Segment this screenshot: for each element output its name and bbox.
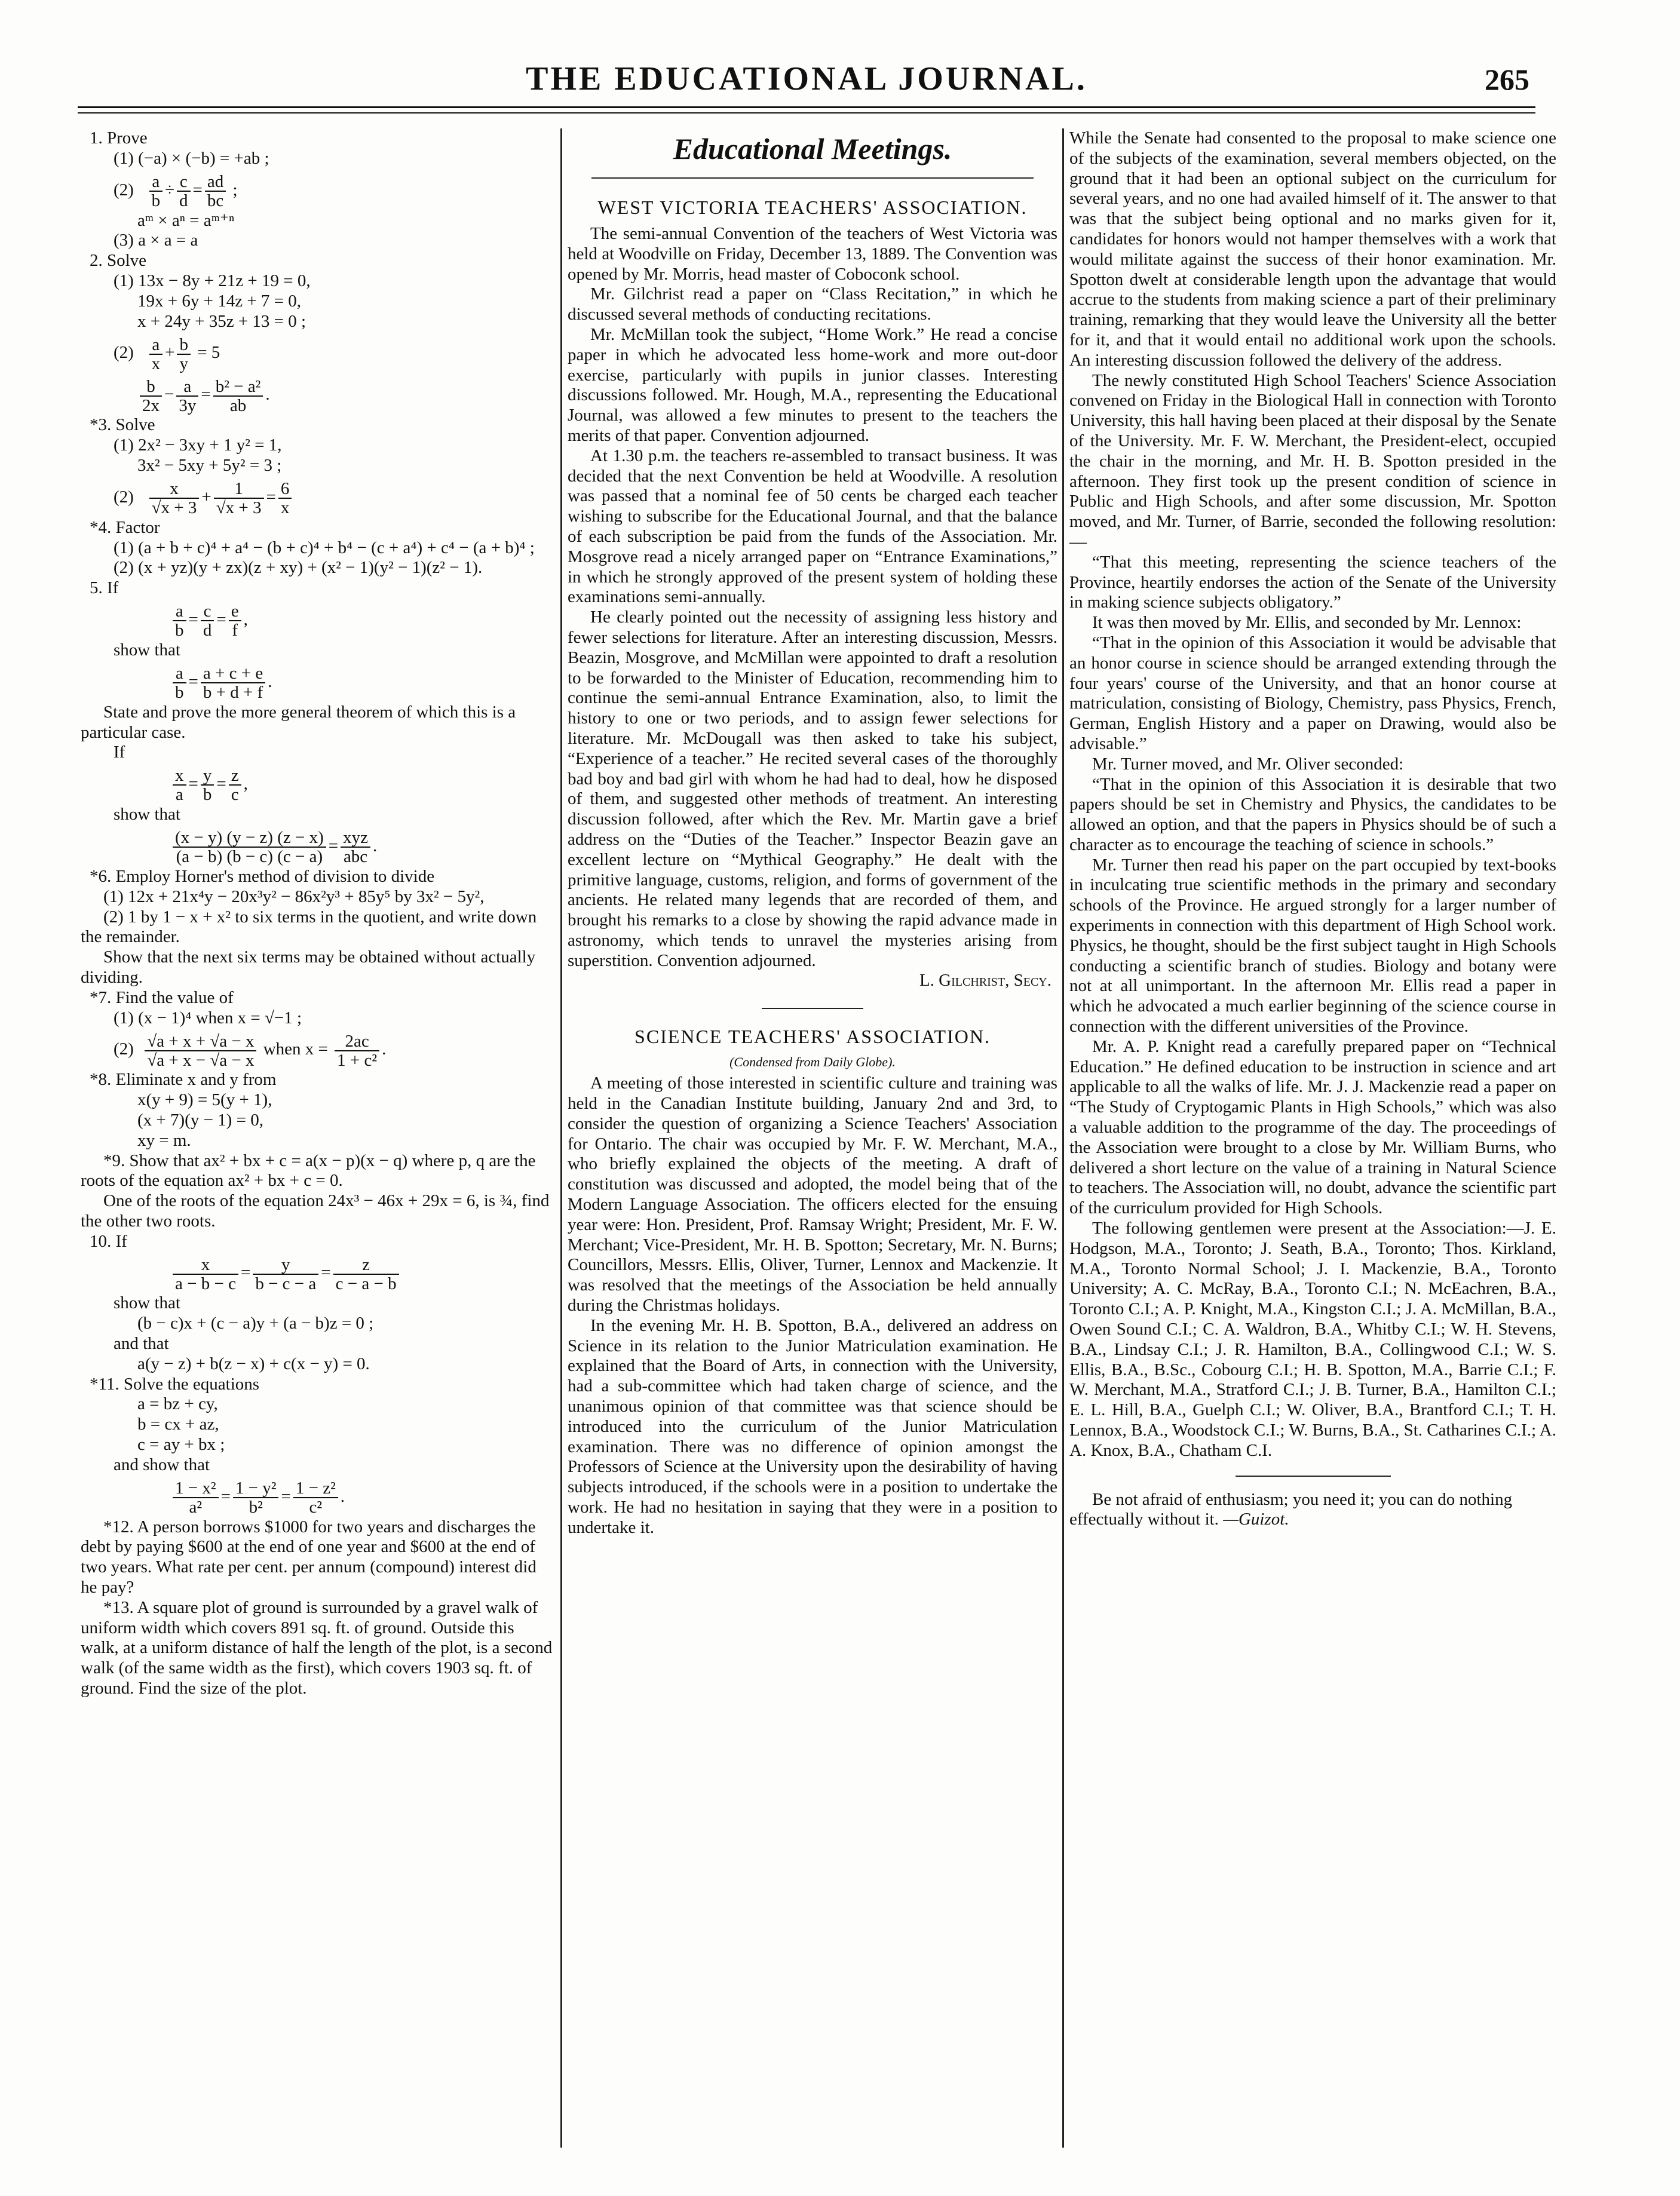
- question-3-eq-1: (1) 2x² − 3xy + 1 y² = 1,: [114, 435, 282, 455]
- numerator: ad: [205, 173, 226, 192]
- denominator: c²: [309, 1498, 323, 1517]
- fraction: [201, 664, 265, 701]
- closing-quote: [1069, 1490, 1556, 1531]
- question-1-part-3: (3) a × a = a: [114, 231, 198, 250]
- question-5-equation: $\frac{a}{b}$ = $\frac{c}{d}$ = $\frac{e}{f}$ ,: [81, 599, 556, 640]
- article-separator: [1236, 1476, 1391, 1477]
- fraction: [173, 829, 326, 866]
- part-label: (2): [114, 180, 134, 200]
- quote-author: —Guizot.: [1223, 1510, 1289, 1529]
- numerator: x: [149, 480, 200, 499]
- header-rule-thin: [78, 112, 1535, 114]
- column-divider: [1062, 128, 1064, 2148]
- punctuation: ;: [232, 180, 238, 200]
- fraction: [173, 766, 186, 803]
- denominator: abc: [343, 847, 368, 867]
- numerator: 1 − x²: [173, 1479, 219, 1498]
- section-rule: [591, 177, 1034, 179]
- denominator: bc: [207, 191, 224, 210]
- denominator: c: [231, 785, 239, 805]
- fraction: [149, 480, 200, 517]
- question-3-eq-2: 3x² − 5xy + 5y² = 3 ;: [137, 455, 282, 475]
- fraction: [149, 336, 163, 373]
- article-paragraph: The newly constituted High School Teachers' Science Association convened on Friday in the Biological Hall in connection with Toronto University, this hall having been placed at their disposal by the Senate of the University. Mr. F. W. Merchant, the President-elect, occupied the chair in the morning, and Mr. H. B. Spotton presided in the afternoon. They first took up the present condition of science in Public and High Schools, and after some discussion, Mr. Spotton moved, and Mr. Turner, of Barrie, seconded the following resolution:—: [1069, 370, 1556, 551]
- fraction: [177, 173, 191, 210]
- numerator: a: [149, 336, 163, 355]
- article-paragraph: In the evening Mr. H. B. Spotton, B.A., delivered an address on Science in its relation to the Junior Matriculation examination. He explained that the Board of Arts, in connection with the University, had a sub-committee which had taken charge of science, and the unanimous opinion of that committee was that science should be introduced into the curriculum of the Junior Matriculation examination. There was no difference of opinion amongst the Professors of Science at the University upon the desirability of having subjects introduced, if the schools were in a position to undertake the work. He had no hesitation in saying that they were in a position to undertake it.: [568, 1315, 1057, 1537]
- question-11-eq-1: a = bz + cy,: [137, 1394, 218, 1414]
- fraction: [278, 480, 292, 517]
- question-6-part-3: Show that the next six terms may be obtained without actually dividing.: [81, 947, 536, 987]
- numerator: x: [173, 1256, 238, 1275]
- numerator: a: [173, 602, 186, 621]
- math-questions-column: [81, 128, 556, 1699]
- numerator: 1: [214, 480, 264, 499]
- question-5-result-2: $\frac{(x - y) (y - z) (z - x)}{(a - b) (b - c) (c - a)}$ = $\frac{\text{xyz}}{\text{abc}}$ .: [81, 825, 556, 867]
- quote-text: Be not afraid of enthusiasm; you need it; you can do nothing effectually without it.: [1069, 1489, 1513, 1529]
- question-1-part-1: (1) (−a) × (−b) = +ab ;: [114, 148, 269, 168]
- fraction: [229, 602, 241, 639]
- question-11-eq-2: b = cx + az,: [137, 1415, 219, 1434]
- fraction: [214, 480, 264, 517]
- numerator: b: [140, 378, 162, 397]
- denominator: y: [179, 354, 188, 373]
- denominator: 3y: [179, 395, 197, 415]
- question-11-heading: *11. Solve the equations: [90, 1374, 260, 1394]
- question-2-part-2b: $\frac{b}{2x}$ − $\frac{a}{3y}$ = $\frac{\text{b² − a²}}{ab}$ .: [81, 373, 556, 415]
- article-paragraph: It was then moved by Mr. Ellis, and seconded by Mr. Lennox:: [1092, 613, 1522, 633]
- question-4-heading: *4. Factor: [90, 517, 160, 537]
- article-paragraph: Mr. Turner moved, and Mr. Oliver seconded:: [1092, 754, 1404, 774]
- question-10-result-1: (b − c)x + (c − a)y + (a − b)z = 0 ;: [137, 1314, 374, 1333]
- denominator: 2x: [142, 395, 160, 415]
- fraction: [213, 378, 263, 415]
- question-12-text: *12. A person borrows $1000 for two years and discharges the debt by paying $600 at the end of one year and $600 at the end of two years. What rate per cent. per annum (compound) interest did he pay?: [81, 1517, 537, 1597]
- numerator: 1 − z²: [293, 1479, 338, 1498]
- denominator: √x + 3: [151, 498, 197, 518]
- fraction: [145, 1032, 256, 1069]
- fraction: [173, 602, 186, 639]
- denominator: d: [203, 621, 212, 640]
- resolution-quote: “That in the opinion of this Association it is desirable that two papers should be set in Chemistry and Physics, the candidates to be allowed an option, and that the papers in Physics should be of such a character as to encourage the teaching of science in schools.”: [1069, 774, 1556, 854]
- west-victoria-heading: WEST VICTORIA TEACHERS' ASSOCIATION.: [597, 197, 1028, 218]
- numerator: b² − a²: [213, 378, 263, 397]
- numerator: z: [229, 766, 241, 786]
- masthead: [78, 55, 1535, 109]
- question-9-text: *9. Show that ax² + bx + c = a(x − p)(x − q) where p, q are the roots of the equation ax² + bx + c = 0.: [81, 1151, 536, 1191]
- question-9-text-2: One of the roots of the equation 24x³ − 46x + 29x = 6, is ¾, find the other two roots.: [81, 1191, 550, 1231]
- denominator: b: [175, 683, 184, 703]
- question-2-eq-1: (1) 13x − 8y + 21z + 19 = 0,: [114, 271, 311, 290]
- question-6-part-2: (2) 1 by 1 − x + x² to six terms in the quotient, and write down the remainder.: [81, 907, 537, 947]
- question-1-part-2: (2) $\frac{a}{b}$ ÷ $\frac{c}{d}$ = $\frac{ad}{bc}$ ;: [114, 171, 238, 210]
- numerator: (x − y) (y − z) (z − x): [173, 829, 326, 848]
- question-11-eq-3: c = ay + bx ;: [137, 1435, 225, 1455]
- numerator: 2ac: [335, 1032, 379, 1051]
- fraction: [205, 173, 226, 210]
- numerator: y: [253, 1256, 318, 1275]
- question-3-part-2: (2) $\frac{x}{√x + 3}$ + $\frac{1}{√x + 3}$ = $\frac{6}{x}$: [81, 476, 556, 518]
- question-2-heading: 2. Solve: [90, 251, 147, 271]
- question-13-text: *13. A square plot of ground is surrounded by a gravel walk of uniform width which covers 891 sq. ft. of ground. Outside this walk, at a uniform distance of half the length of the plot, is a second walk (of the same width as the first), which covers 1903 sq. ft. of ground. Find the size of the plot.: [81, 1597, 553, 1698]
- numerator: 6: [278, 480, 292, 499]
- denominator: (a − b) (b − c) (c − a): [176, 847, 323, 867]
- question-7-heading: *7. Find the value of: [90, 987, 234, 1007]
- denominator: x: [151, 354, 161, 373]
- numerator: xyz: [341, 829, 370, 848]
- article-paragraph: At 1.30 p.m. the teachers re-assembled to transact business. It was decided that the next Convention be held at Woodville. A resolution was passed that a nominal fee of 50 cents be charged each teacher wishing to subscribe for the Educational Journal, and that the balance of each subscription be paid from the funds of the Association. Mr. Mosgrove read a nicely arranged paper on “Entrance Examinations,” in which he strongly approved of the present system of holding these examinations semi-annually.: [568, 446, 1057, 607]
- condition-label: when x =: [263, 1039, 328, 1059]
- fraction: [335, 1032, 379, 1069]
- secretary-signature: L. Gilchrist, Secy.: [919, 971, 1051, 990]
- article-paragraph: Mr. McMillan took the subject, “Home Work.” He read a concise paper in which he advocated less home-work and more out-door exercise, particularly with pupils in junior classes. Interesting discussions followed. Mr. Hough, M.A., representing the Educational Journal, was allowed a few minutes to present to the teachers the merits of that paper. Convention adjourned.: [568, 324, 1057, 445]
- article-separator: [762, 1008, 863, 1009]
- question-10-result-2: a(y − z) + b(z − x) + c(x − y) = 0.: [137, 1354, 370, 1373]
- article-paragraph: Mr. Gilchrist read a paper on “Class Recitation,” in which he discussed several methods of conducting recitations.: [568, 284, 1057, 324]
- article-paragraph: While the Senate had consented to the proposal to make science one of the subjects of the examination, several members objected, on the ground that it had been an optional subject on the curriculum for several years, and no one had availed himself of it. The answer to that was that the subject being optional and no marks given for it, candidates for honors would not hamper themselves with a work that would militate against the success of their honor examination. Mr. Spotton dwelt at considerable length upon the advantage that would accrue to the students from making science a part of their preliminary training, remarking that they would leave the University all the better for it, and that it would entail no additional work upon the schools. An interesting discussion followed the delivery of the address.: [1069, 128, 1556, 370]
- resolution-quote: “That in the opinion of this Association it would be advisable that an honor course in science should be arranged extending through the four years' course of the University, and that an honor course at matriculation, consisting of Biology, Chemistry, pass Physics, French, German, English History and a paper on Drawing, would also be advisable.”: [1069, 633, 1556, 753]
- question-10-equation: $\frac{x}{a - b - c}$ = $\frac{y}{b - c - a}$ = $\frac{z}{c - a - b}$: [81, 1252, 556, 1293]
- show-that-label: show that: [114, 1293, 180, 1313]
- equation-rhs: = 5: [197, 343, 220, 363]
- denominator: b + d + f: [203, 683, 263, 703]
- numerator: z: [333, 1256, 399, 1275]
- question-5-if: If: [114, 743, 125, 762]
- question-1-part-2b: aᵐ × aⁿ = aᵐ⁺ⁿ: [137, 210, 235, 230]
- question-11-result: $\frac{\text{1 − x²}}{\text{a²}}$ = $\frac{\text{1 − y²}}{\text{b²}}$ = $\frac{\text{1 − z²}}{\text{c²}}$ .: [81, 1476, 556, 1517]
- denominator: b: [175, 621, 184, 640]
- numerator: b: [177, 336, 191, 355]
- question-6-part-1: (1) 12x + 21x⁴y − 20x³y² − 86x²y³ + 85y⁵ by 3x² − 5y²,: [103, 887, 485, 906]
- question-4-part-2: (2) (x + yz)(y + zx)(z + xy) + (x² − 1)(y² − 1)(z² − 1).: [114, 558, 483, 578]
- and-that-label: and that: [114, 1334, 169, 1354]
- denominator: x: [280, 498, 290, 518]
- section-title: Educational Meetings.: [673, 132, 952, 165]
- denominator: f: [232, 621, 238, 640]
- question-8-eq-2: (x + 7)(y − 1) = 0,: [137, 1110, 263, 1130]
- science-teachers-heading: SCIENCE TEACHERS' ASSOCIATION.: [634, 1026, 991, 1048]
- question-8-heading: *8. Eliminate x and y from: [90, 1070, 277, 1090]
- question-1-heading: 1. Prove: [90, 128, 148, 148]
- meetings-column: [568, 128, 1057, 1538]
- question-7-part-1: (1) (x − 1)⁴ when x = √−1 ;: [114, 1008, 302, 1028]
- attendees-paragraph: The following gentlemen were present at the Association:—J. E. Hodgson, M.A., Toronto; J. Seath, B.A., Toronto; Thos. Kirkland, M.A., Toronto Normal School; J. I. Mackenzie, B.A., Toronto University; A. C. McRay, B.A., Toronto C.I.; N. McEachren, B.A., Toronto C.I.; A. P. Knight, M.A., Kingston C.I.; J. A. McMillan, B.A., Owen Sound C.I.; C. A. Waldron, B.A., Whitby C.I.; W. H. Stevens, B.A., Lindsay C.I.; J. R. Hamilton, B.A., Collingwood C.I.; W. S. Ellis, B.A., B.Sc., Cobourg C.I.; H. B. Spotton, M.A., Barrie C.I.; F. W. Merchant, M.A., Stratford C.I.; J. B. Turner, B.A., Hamilton C.I.; E. L. Hill, B.A., Guelph C.I.; W. Oliver, B.A., Brantford C.I.; T. H. Lennox, B.A., Woodstock C.I.; W. Burns, B.A., St. Catharines C.I.; A. A. Knox, B.A., Chatham C.I.: [1069, 1219, 1556, 1460]
- numerator: c: [177, 173, 191, 192]
- numerator: y: [201, 766, 214, 786]
- show-that-label: show that: [114, 805, 180, 824]
- denominator: a − b − c: [175, 1274, 236, 1293]
- numerator: a: [149, 173, 163, 192]
- numerator: c: [201, 602, 214, 621]
- fraction: [333, 1256, 399, 1293]
- part-label: (2): [114, 1039, 134, 1059]
- resolution-quote: “That this meeting, representing the science teachers of the Province, heartily endorses the action of the Senate of the University in making science subjects obligatory.”: [1069, 552, 1556, 612]
- fraction: [293, 1479, 338, 1516]
- fraction: [341, 829, 370, 866]
- question-5-heading: 5. If: [90, 578, 119, 598]
- fraction: [176, 378, 198, 415]
- question-5-text: State and prove the more general theorem of which this is a particular case.: [81, 702, 516, 742]
- numerator: a: [173, 664, 186, 683]
- denominator: b²: [249, 1498, 263, 1517]
- denominator: b: [203, 785, 212, 805]
- question-5-equation-2: $\frac{x}{a}$ = $\frac{y}{b}$ = $\frac{z}{c}$ ,: [81, 763, 556, 805]
- fraction: [149, 173, 163, 210]
- fraction: [201, 766, 214, 803]
- article-paragraph: The semi-annual Convention of the teachers of West Victoria was held at Woodville on Friday, December 13, 1889. The Convention was opened by Mr. Morris, head master of Coboconk school.: [568, 224, 1057, 284]
- numerator: 1 − y²: [233, 1479, 279, 1498]
- question-2-eq-3: x + 24y + 35z + 13 = 0 ;: [137, 311, 306, 331]
- article-paragraph: A meeting of those interested in scientific culture and training was held in the Canadian Institute building, January 2nd and 3rd, to consider the question of organizing a Science Teachers' Association for Ontario. The chair was occupied by Mr. F. W. Merchant, M.A., who briefly explained the objects of the meeting. A draft of constitution was discussed and adopted, the model being that of the Modern Language Association. The officers elected for the ensuing year were: Hon. President, Prof. Ramsay Wright; President, Mr. F. W. Merchant; Vice-President, Mr. H. B. Spotton; Secretary, Mr. N. Burns; Councillors, Messrs. Ellis, Oliver, Turner, Lennox and Mackenzie. It was resolved that the meetings of the Association be held annually during the Christmas holidays.: [568, 1074, 1057, 1315]
- denominator: ab: [229, 395, 247, 415]
- fraction: [229, 766, 241, 803]
- fraction: [173, 1256, 238, 1293]
- article-paragraph: Mr. A. P. Knight read a carefully prepared paper on “Technical Education.” He defined education to be instruction in science and art applicable to all the walks of life. Mr. J. J. Mackenzie read a paper on “The Study of Cryptogamic Plants in High Schools,” which was also a valuable addition to the programme of the day. The proceedings of the Association were brought to a close by Mr. William Burns, who delivered a short lecture on the value of a training in Natural Science to teachers. The Association will, no doubt, advance the scientific part of the curriculum provided for High Schools.: [1069, 1036, 1556, 1218]
- denominator: c − a − b: [335, 1274, 397, 1293]
- article-paragraph: Mr. Turner then read his paper on the part occupied by text-books in inculcating true scientific methods in the primary and secondary schools of the Province. He argued strongly for a larger number of experiments in connection with this department of High School work. Physics, he thought, should be the first subject taught in High Schools conducting a scientific branch of studies. Biology and botany were not at all unimportant. In the afternoon Mr. Ellis read a paper in which he advocated a much earlier beginning of the science course in connection with the different universities of the Province.: [1069, 855, 1556, 1036]
- numerator: a + c + e: [201, 664, 265, 683]
- show-that-label: show that: [114, 640, 180, 660]
- denominator: √x + 3: [216, 498, 262, 518]
- numerator: √a + x + √a − x: [145, 1032, 256, 1051]
- fraction: [140, 378, 162, 415]
- header-rule: [78, 106, 1535, 108]
- question-2-part-2: (2) $\frac{a}{x}$ + $\frac{b}{y}$ = 5: [114, 335, 220, 373]
- question-6-heading: *6. Employ Horner's method of division to divide: [90, 866, 435, 886]
- article-paragraph: He clearly pointed out the necessity of assigning less history and fewer selections for literature. After an interesting discussion, Messrs. Beazin, Mosgrove, and McMillan were appointed to draft a resolution to be forwarded to the Minister of Education, recommending him to continue the semi-annual Entrance Examination, also, to limit the history to one or two periods, and to assign fewer selections for literature. Mr. McDougall was then asked to take his subject, “Experience of a teacher.” He recited several cases of the thoroughly bad boy and bad girl with whom he had had to deal, how he disposed of them, and suggested other methods of treatment. An interesting discussion followed, after which the Rev. Mr. Martin gave a brief address on the “Duties of the Teacher.” Inspector Beazin gave an excellent lecture on “Mythical Geography.” He dealt with the primitive language, customs, religion, and forms of government of the ancients. He related many legends that are recorded of them, and brought his remarks to a close by showing the rapid advance made in astronomy, which tends to unravel the mysteries arising from superstition. Convention adjourned.: [568, 608, 1057, 970]
- numerator: e: [229, 602, 241, 621]
- show-that-label: and show that: [114, 1455, 210, 1474]
- fraction: [173, 664, 186, 701]
- question-7-part-2: (2) $\frac{√a + x + √a - x}{√a + x - √a - x}$ when x = $\frac{2ac}{\text{1 + c²}}$ .: [114, 1031, 387, 1070]
- question-5-result: $\frac{a}{b}$ = $\frac{a + c + e}{b + d + f}$ .: [81, 661, 556, 703]
- question-2-eq-2: 19x + 6y + 14z + 7 = 0,: [137, 291, 302, 311]
- denominator: a: [175, 785, 183, 805]
- numerator: x: [173, 766, 186, 786]
- fraction: [201, 602, 214, 639]
- question-4-part-1: (1) (a + b + c)⁴ + a⁴ − (b + c)⁴ + b⁴ − (c + a⁴) + c⁴ − (a + b)⁴ ;: [114, 538, 535, 557]
- question-3-heading: *3. Solve: [90, 415, 155, 435]
- continuation-column: [1069, 128, 1556, 1530]
- part-label: (2): [114, 487, 134, 507]
- page-number: 265: [1485, 63, 1529, 96]
- numerator: a: [176, 378, 198, 397]
- journal-title: THE EDUCATIONAL JOURNAL.: [526, 60, 1087, 97]
- denominator: b − c − a: [255, 1274, 317, 1293]
- fraction: [233, 1479, 279, 1516]
- denominator: d: [179, 191, 188, 210]
- column-divider: [560, 128, 562, 2148]
- question-8-eq-1: x(y + 9) = 5(y + 1),: [137, 1090, 272, 1110]
- part-label: (2): [114, 343, 134, 363]
- denominator: √a + x − √a − x: [147, 1050, 255, 1070]
- fraction: [173, 1479, 219, 1516]
- source-note: (Condensed from Daily Globe).: [729, 1054, 896, 1070]
- denominator: a²: [189, 1498, 203, 1517]
- denominator: b: [151, 191, 161, 210]
- fraction: [253, 1256, 318, 1293]
- fraction: [177, 336, 191, 373]
- question-8-eq-3: xy = m.: [137, 1130, 191, 1150]
- denominator: 1 + c²: [337, 1050, 378, 1070]
- question-10-heading: 10. If: [90, 1231, 127, 1251]
